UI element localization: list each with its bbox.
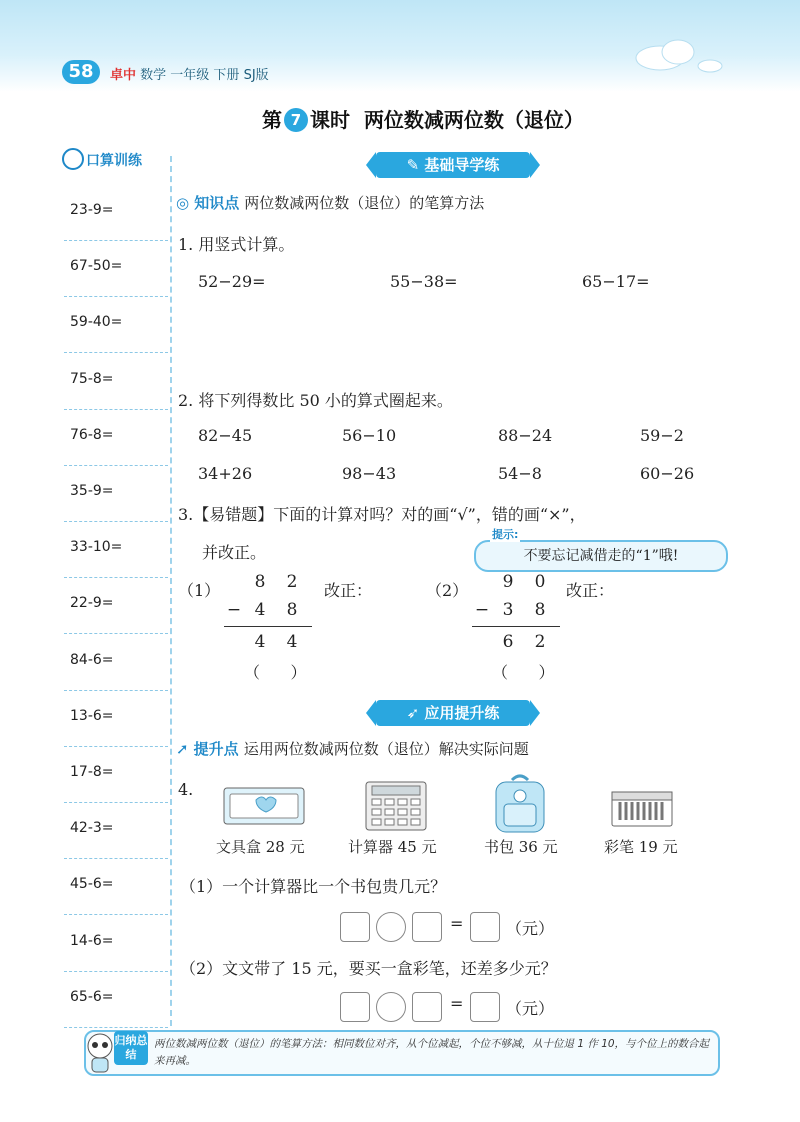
divider <box>64 521 168 522</box>
divider <box>64 746 168 747</box>
digit: 2 <box>286 572 298 592</box>
divider <box>64 465 168 466</box>
rocket-icon: ➶ <box>406 704 425 722</box>
q2-expr[interactable]: 56−10 <box>342 426 397 445</box>
digit: 2 <box>534 632 546 652</box>
divider <box>64 409 168 410</box>
divider <box>64 802 168 803</box>
answer-box[interactable] <box>470 912 500 942</box>
mascot-icon <box>84 1030 116 1074</box>
q3-part2-label: （2） <box>426 581 469 600</box>
cloud-icon <box>620 30 730 80</box>
page-number: 58 <box>62 60 100 84</box>
crayons-icon <box>610 786 674 828</box>
answer-box[interactable] <box>412 912 442 942</box>
target-icon: ◎ <box>176 194 190 212</box>
calculator-icon <box>364 780 428 832</box>
equals-sign: = <box>450 994 464 1013</box>
lesson-number: 7 <box>284 108 308 132</box>
digit: 8 <box>534 600 546 620</box>
divider <box>64 914 168 915</box>
mental-math-item: 75-8= <box>70 370 114 387</box>
digit: 6 <box>502 632 514 652</box>
q2-expr[interactable]: 59−2 <box>640 426 684 445</box>
mental-math-item: 65-6= <box>70 988 114 1005</box>
minus-sign: − <box>226 600 242 620</box>
judge-paren[interactable]: （ ） <box>244 663 307 682</box>
q3-stem-2: 并改正。 <box>202 543 267 562</box>
backpack-icon <box>490 772 550 834</box>
digit: 8 <box>254 572 266 592</box>
q1-stem: 1. 用竖式计算。 <box>178 235 295 254</box>
section-banner-basic: ✎ 基础导学练 <box>376 152 530 178</box>
divider <box>64 240 168 241</box>
divider <box>64 633 168 634</box>
digit: 8 <box>286 600 298 620</box>
mental-math-item: 42-3= <box>70 820 114 837</box>
mental-math-item: 14-6= <box>70 932 114 949</box>
mental-math-item: 67-50= <box>70 258 123 275</box>
q4-sub1: （1）一个计算器比一个书包贵几元？ <box>180 877 447 896</box>
q4-sub2: （2）文文带了 15 元，要买一盒彩笔，还差多少元？ <box>180 959 557 978</box>
operator-circle[interactable] <box>376 912 406 942</box>
mental-math-sidebar <box>60 156 172 1026</box>
q1-item: 52−29= <box>198 272 266 291</box>
answer-box[interactable] <box>470 992 500 1022</box>
q3-part1-label: （1） <box>178 581 221 600</box>
divider <box>64 971 168 972</box>
minus-sign: − <box>474 600 490 620</box>
summary-text: 两位数减两位数（退位）的笔算方法：相同数位对齐，从个位减起，个位不够减，从十位退 1 作 10，与个位上的数合起来再减。 <box>154 1038 710 1067</box>
q1-item: 55−38= <box>390 272 458 291</box>
equals-bar <box>224 626 312 627</box>
digit: 0 <box>534 572 546 592</box>
knowledge-point: ◎ 知识点 两位数减两位数（退位）的笔算方法 <box>176 194 485 212</box>
answer-box[interactable] <box>412 992 442 1022</box>
answer-box[interactable] <box>340 912 370 942</box>
mental-math-item: 45-6= <box>70 876 114 893</box>
judge-paren[interactable]: （ ） <box>492 663 555 682</box>
divider <box>64 690 168 691</box>
q2-stem: 2. 将下列得数比 50 小的算式圈起来。 <box>178 391 453 410</box>
section-banner-apply: ➶ 应用提升练 <box>376 700 530 726</box>
digit: 4 <box>254 632 266 652</box>
digit: 3 <box>502 600 514 620</box>
mouth-icon <box>62 148 84 170</box>
q2-expr[interactable]: 54−8 <box>498 464 542 483</box>
divider <box>64 858 168 859</box>
q1-item: 65−17= <box>582 272 650 291</box>
digit: 4 <box>286 632 298 652</box>
mental-math-item: 84-6= <box>70 651 114 668</box>
q2-expr[interactable]: 60−26 <box>640 464 695 483</box>
lesson-title: 第 7 课时 两位数减两位数（退位） <box>262 108 584 132</box>
digit: 9 <box>502 572 514 592</box>
improve-point: ➚ 提升点 运用两位数减两位数（退位）解决实际问题 <box>176 740 529 758</box>
answer-box[interactable] <box>340 992 370 1022</box>
divider <box>64 352 168 353</box>
divider <box>64 296 168 297</box>
rocket-small-icon: ➚ <box>176 740 189 758</box>
q3-stem: 3.【易错题】下面的计算对吗？对的画“√”，错的画“×”， <box>178 505 586 524</box>
unit-label: （元） <box>506 999 555 1018</box>
unit-label: （元） <box>506 919 555 938</box>
mental-math-item: 17-8= <box>70 764 114 780</box>
q4-number: 4. <box>178 780 194 799</box>
mental-math-item: 76-8= <box>70 426 114 443</box>
mental-math-item: 35-9= <box>70 483 114 499</box>
q2-expr[interactable]: 88−24 <box>498 426 553 445</box>
equals-bar <box>472 626 560 627</box>
item-price-pencil-case: 文具盒 28 元 <box>216 838 305 856</box>
digit: 4 <box>254 600 266 620</box>
item-price-backpack: 书包 36 元 <box>484 838 558 856</box>
equals-sign: = <box>450 914 464 933</box>
compass-icon: ✎ <box>406 156 425 174</box>
q2-expr[interactable]: 98−43 <box>342 464 397 483</box>
item-price-calculator: 计算器 45 元 <box>348 838 437 856</box>
fix-label: 改正： <box>566 581 615 600</box>
mental-math-item: 59-40= <box>70 314 123 331</box>
q2-expr[interactable]: 82−45 <box>198 426 253 445</box>
divider <box>64 577 168 578</box>
operator-circle[interactable] <box>376 992 406 1022</box>
mental-math-item: 13-6= <box>70 707 114 724</box>
sidebar-title: 口算训练 <box>62 148 142 170</box>
hint-tag: 提示: <box>492 528 519 541</box>
item-price-crayons: 彩笔 19 元 <box>604 838 678 856</box>
fix-label: 改正： <box>324 581 373 600</box>
mental-math-item: 22-9= <box>70 595 114 612</box>
mental-math-item: 33-10= <box>70 539 123 556</box>
hint-box: 不要忘记减借走的“1”哦! <box>474 540 728 572</box>
mental-math-item: 23-9= <box>70 202 114 218</box>
q2-expr[interactable]: 34+26 <box>198 464 253 483</box>
pencil-case-icon <box>222 786 306 828</box>
divider <box>64 1027 168 1028</box>
summary-tag: 归纳总结 <box>114 1031 148 1065</box>
book-series: 卓中 数学 一年级 下册 SJ版 <box>110 68 269 83</box>
